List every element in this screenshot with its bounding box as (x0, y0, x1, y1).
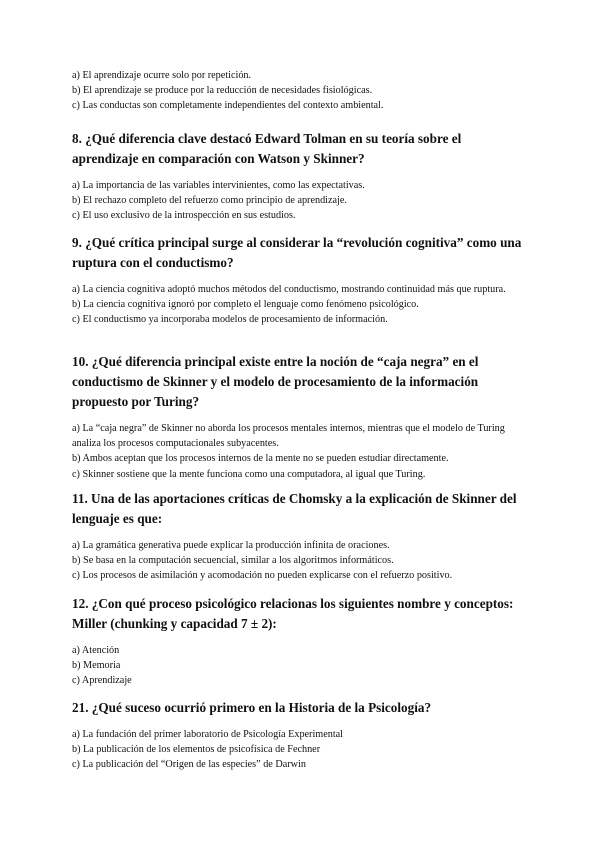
option-c: c) Las conductas son completamente independientes del contexto ambiental. (72, 100, 384, 112)
question-12 (72, 594, 524, 689)
question-9 (72, 233, 524, 328)
option-a: a) La fundación del primer laboratorio de Psicología Experimental (72, 729, 344, 740)
option-c: c) Skinner sostiene que la mente funciona como una computadora, al igual que Turing. (72, 468, 426, 480)
option-a: a) La gramática generativa puede explicar la producción infinita de oraciones. (72, 540, 390, 551)
option-c: c) El uso exclusivo de la introspección en sus estudios. (72, 210, 296, 222)
option-c: c) Aprendizaje (72, 675, 132, 687)
option-b: b) Se basa en la computación secuencial, similar a los algoritmos informáticos. (72, 555, 394, 567)
option-b: b) La publicación de los elementos de psicofísica de Fechner (72, 744, 321, 756)
question-title: 21. ¿Qué suceso ocurrió primero en la Historia de la Psicología? (72, 700, 432, 715)
question-title: 10. ¿Qué diferencia principal existe entre la noción de “caja negra” en el conductismo de Skinner y el modelo de procesamiento de la información propuesto por Turing? (72, 354, 479, 409)
option-a: a) La “caja negra” de Skinner no aborda los procesos mentales internos, mientras que el modelo de Turing analiza los procesos computacionales subyacentes. (72, 423, 505, 450)
option-a: a) La importancia de las variables intervinientes, como las expectativas. (72, 180, 365, 191)
question-10 (72, 352, 524, 482)
option-a: a) Atención (72, 645, 120, 656)
question-21 (72, 698, 524, 773)
option-a: a) El aprendizaje ocurre solo por repetición. (72, 70, 252, 81)
option-b: b) La ciencia cognitiva ignoró por completo el lenguaje como fenómeno psicológico. (72, 299, 419, 311)
question-8 (72, 129, 524, 224)
option-b: b) Memoria (72, 660, 121, 672)
option-c: c) Los procesos de asimilación y acomodación no pueden explicarse con el refuerzo positivo. (72, 570, 453, 582)
option-a: a) La ciencia cognitiva adoptó muchos métodos del conductismo, mostrando continuidad más que ruptura. (72, 284, 506, 295)
question-title: 9. ¿Qué crítica principal surge al considerar la “revolución cognitiva” como una ruptura con el conductismo? (72, 235, 522, 270)
option-b: b) El aprendizaje se produce por la reducción de necesidades fisiológicas. (72, 85, 373, 97)
previous-question-options (72, 68, 524, 114)
question-title: 11. Una de las aportaciones críticas de Chomsky a la explicación de Skinner del lenguaje es que: (72, 491, 517, 526)
option-b: b) Ambos aceptan que los procesos internos de la mente no se pueden estudiar directamente. (72, 453, 449, 465)
question-title: 12. ¿Con qué proceso psicológico relacionas los siguientes nombre y conceptos: Miller (chunking y capacidad 7 ± 2): (72, 596, 514, 631)
option-c: c) La publicación del “Origen de las especies” de Darwin (72, 759, 306, 771)
question-title: 8. ¿Qué diferencia clave destacó Edward Tolman en su teoría sobre el aprendizaje en comparación con Watson y Skinner? (72, 131, 462, 166)
option-c: c) El conductismo ya incorporaba modelos de procesamiento de información. (72, 314, 388, 326)
question-11 (72, 489, 524, 584)
option-b: b) El rechazo completo del refuerzo como principio de aprendizaje. (72, 195, 347, 207)
